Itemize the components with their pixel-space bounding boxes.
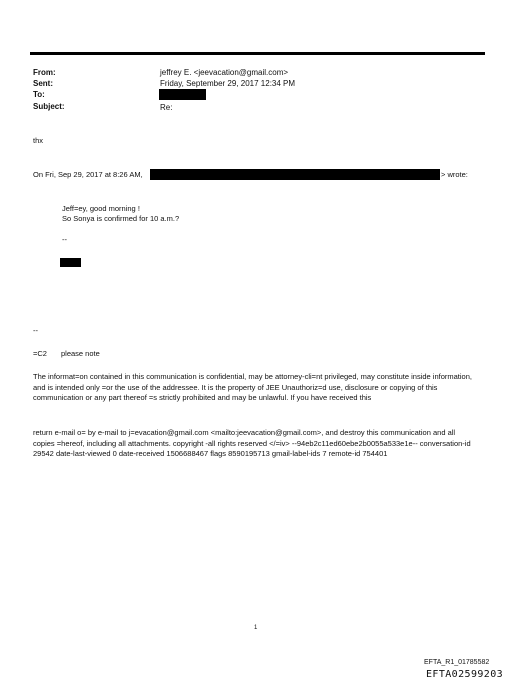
disclaimer-paragraph-2: return e-mail o= by e-mail to j=evacation@gmail.com <mailto:jeevacation@gmail.com>, and destroy this communication and all copies =hereof, including all attachments. copyright -all rights reserved </=iv> --94eb2c11ed60ebe2b0055a533e1e-- conversation-id 29542 date-last-viewed 0 date-received 1506688467 flags 8590195713 gmail-label-ids 7 remote-id 754401: [33, 428, 471, 458]
to-redaction: [159, 89, 206, 100]
sent-value: Friday, September 29, 2017 12:34 PM: [160, 79, 296, 88]
sent-label: Sent:: [33, 79, 53, 88]
quoted-separator: --: [62, 235, 67, 244]
separator: --: [33, 326, 38, 335]
page-number: 1: [254, 625, 258, 631]
to-label: To:: [33, 90, 45, 99]
subject-value: Re:: [160, 103, 173, 112]
quote-wrote: > wrote:: [441, 170, 468, 179]
from-label: From:: [33, 68, 56, 77]
quoted-line-2: So Sonya is confirmed for 10 a.m.?: [62, 214, 180, 223]
efta-stamp-small: EFTA_R1_01785582: [424, 659, 490, 666]
efta-stamp-large: EFTA02599203: [426, 669, 504, 680]
quoted-line-1: Jeff=ey, good morning !: [62, 204, 140, 213]
reply-text: thx: [33, 136, 44, 145]
from-value: jeffrey E. <jeevacation@gmail.com>: [160, 68, 289, 77]
note-text: please note: [61, 349, 100, 358]
sender-redaction: [150, 169, 440, 180]
quote-intro: On Fri, Sep 29, 2017 at 8:26 AM,: [33, 170, 143, 179]
subject-label: Subject:: [33, 102, 65, 111]
note-code: =C2: [33, 349, 47, 358]
signature-redaction: [60, 258, 81, 267]
header-rule: [30, 52, 485, 55]
disclaimer-paragraph-1: The informat=on contained in this communication is confidential, may be attorney-cli=nt privileged, may constitute inside information, and is intended only =or the use of the addressee. It is the property of JEE Unauthoriz=d use, disclosure or copying of this communication or any part thereof =s strictly prohibited and may be unlawful. If you have received this: [33, 372, 472, 402]
